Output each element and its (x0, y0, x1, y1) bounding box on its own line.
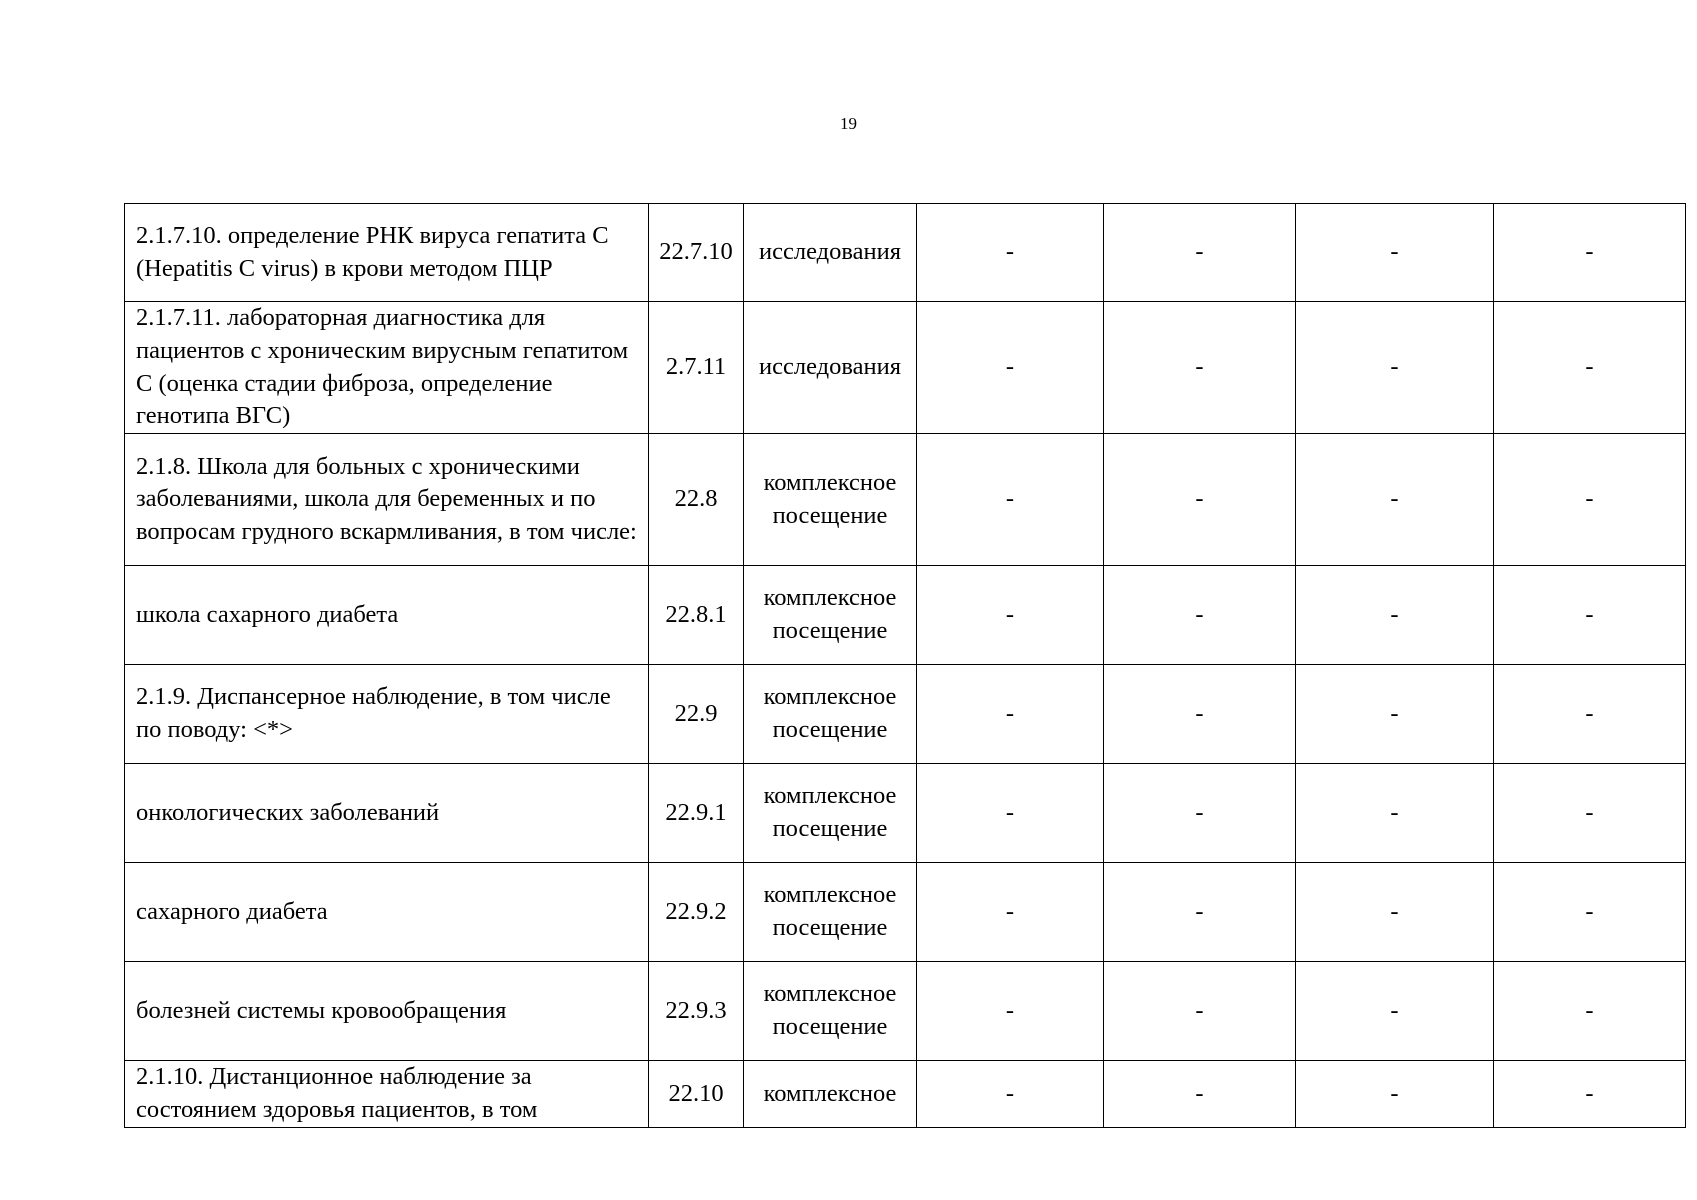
table-row (125, 566, 1686, 665)
value-cell: - (1296, 566, 1494, 665)
unit-cell: комплексное посещение (744, 434, 917, 566)
value-cell: - (1104, 863, 1296, 962)
table-row (125, 204, 1686, 302)
value-cell: - (1296, 434, 1494, 566)
value-cell: - (1104, 566, 1296, 665)
value-cell: - (917, 665, 1104, 764)
value-cell: - (1494, 962, 1686, 1061)
value-cell: - (917, 204, 1104, 302)
value-cell: - (1104, 764, 1296, 863)
unit-cell: комплексное посещение (744, 764, 917, 863)
unit-cell: комплексное посещение (744, 665, 917, 764)
service-name-cell: болезней системы кровообращения (125, 962, 649, 1061)
value-cell: - (1494, 204, 1686, 302)
value-cell: - (1494, 434, 1686, 566)
table-row (125, 863, 1686, 962)
unit-cell: исследования (744, 204, 917, 302)
service-name-cell: сахарного диабета (125, 863, 649, 962)
value-cell: - (1494, 863, 1686, 962)
value-cell: - (917, 863, 1104, 962)
value-cell: - (1494, 566, 1686, 665)
value-cell: - (917, 962, 1104, 1061)
value-cell: - (917, 302, 1104, 434)
code-cell: 22.9.1 (649, 764, 744, 863)
service-name-cell: 2.1.9. Диспансерное наблюдение, в том числе по поводу: <*> (125, 665, 649, 764)
table-row (125, 434, 1686, 566)
unit-cell: комплексное посещение (744, 962, 917, 1061)
table-row (125, 764, 1686, 863)
service-name-cell: 2.1.7.10. определение РНК вируса гепатита С (Hepatitis C virus) в крови методом ПЦР (125, 204, 649, 302)
code-cell: 2.7.11 (649, 302, 744, 434)
value-cell: - (917, 566, 1104, 665)
value-cell: - (1104, 302, 1296, 434)
service-name-cell: 2.1.7.11. лабораторная диагностика для пациентов с хроническим вирусным гепатитом С (оценка стадии фиброза, определение генотипа ВГС) (125, 302, 649, 434)
value-cell: - (1296, 764, 1494, 863)
unit-cell: комплексное посещение (744, 566, 917, 665)
code-cell: 22.9 (649, 665, 744, 764)
value-cell: - (917, 434, 1104, 566)
value-cell: - (1494, 302, 1686, 434)
value-cell: - (1296, 962, 1494, 1061)
service-name-cell: 2.1.10. Дистанционное наблюдение за состоянием здоровья пациентов, в том (125, 1061, 649, 1128)
value-cell: - (1296, 302, 1494, 434)
value-cell: - (1104, 665, 1296, 764)
value-cell: - (1296, 204, 1494, 302)
code-cell: 22.9.2 (649, 863, 744, 962)
value-cell: - (1494, 764, 1686, 863)
unit-cell: исследования (744, 302, 917, 434)
unit-cell: комплексное (744, 1061, 917, 1128)
table-row (125, 665, 1686, 764)
service-name-cell: школа сахарного диабета (125, 566, 649, 665)
value-cell: - (1296, 1061, 1494, 1128)
value-cell: - (1296, 863, 1494, 962)
value-cell: - (1296, 665, 1494, 764)
code-cell: 22.8.1 (649, 566, 744, 665)
value-cell: - (1104, 1061, 1296, 1128)
code-cell: 22.10 (649, 1061, 744, 1128)
table-row (125, 302, 1686, 434)
code-cell: 22.8 (649, 434, 744, 566)
services-table (124, 203, 1686, 1128)
value-cell: - (1494, 665, 1686, 764)
unit-cell: комплексное посещение (744, 863, 917, 962)
code-cell: 22.9.3 (649, 962, 744, 1061)
page-number: 19 (840, 114, 857, 133)
service-name-cell: онкологических заболеваний (125, 764, 649, 863)
table-row (125, 1061, 1686, 1128)
value-cell: - (1494, 1061, 1686, 1128)
table-row (125, 962, 1686, 1061)
value-cell: - (1104, 434, 1296, 566)
value-cell: - (917, 764, 1104, 863)
value-cell: - (1104, 204, 1296, 302)
service-name-cell: 2.1.8. Школа для больных с хроническими заболеваниями, школа для беременных и по вопросам грудного вскармливания, в том числе: (125, 434, 649, 566)
value-cell: - (917, 1061, 1104, 1128)
code-cell: 22.7.10 (649, 204, 744, 302)
value-cell: - (1104, 962, 1296, 1061)
